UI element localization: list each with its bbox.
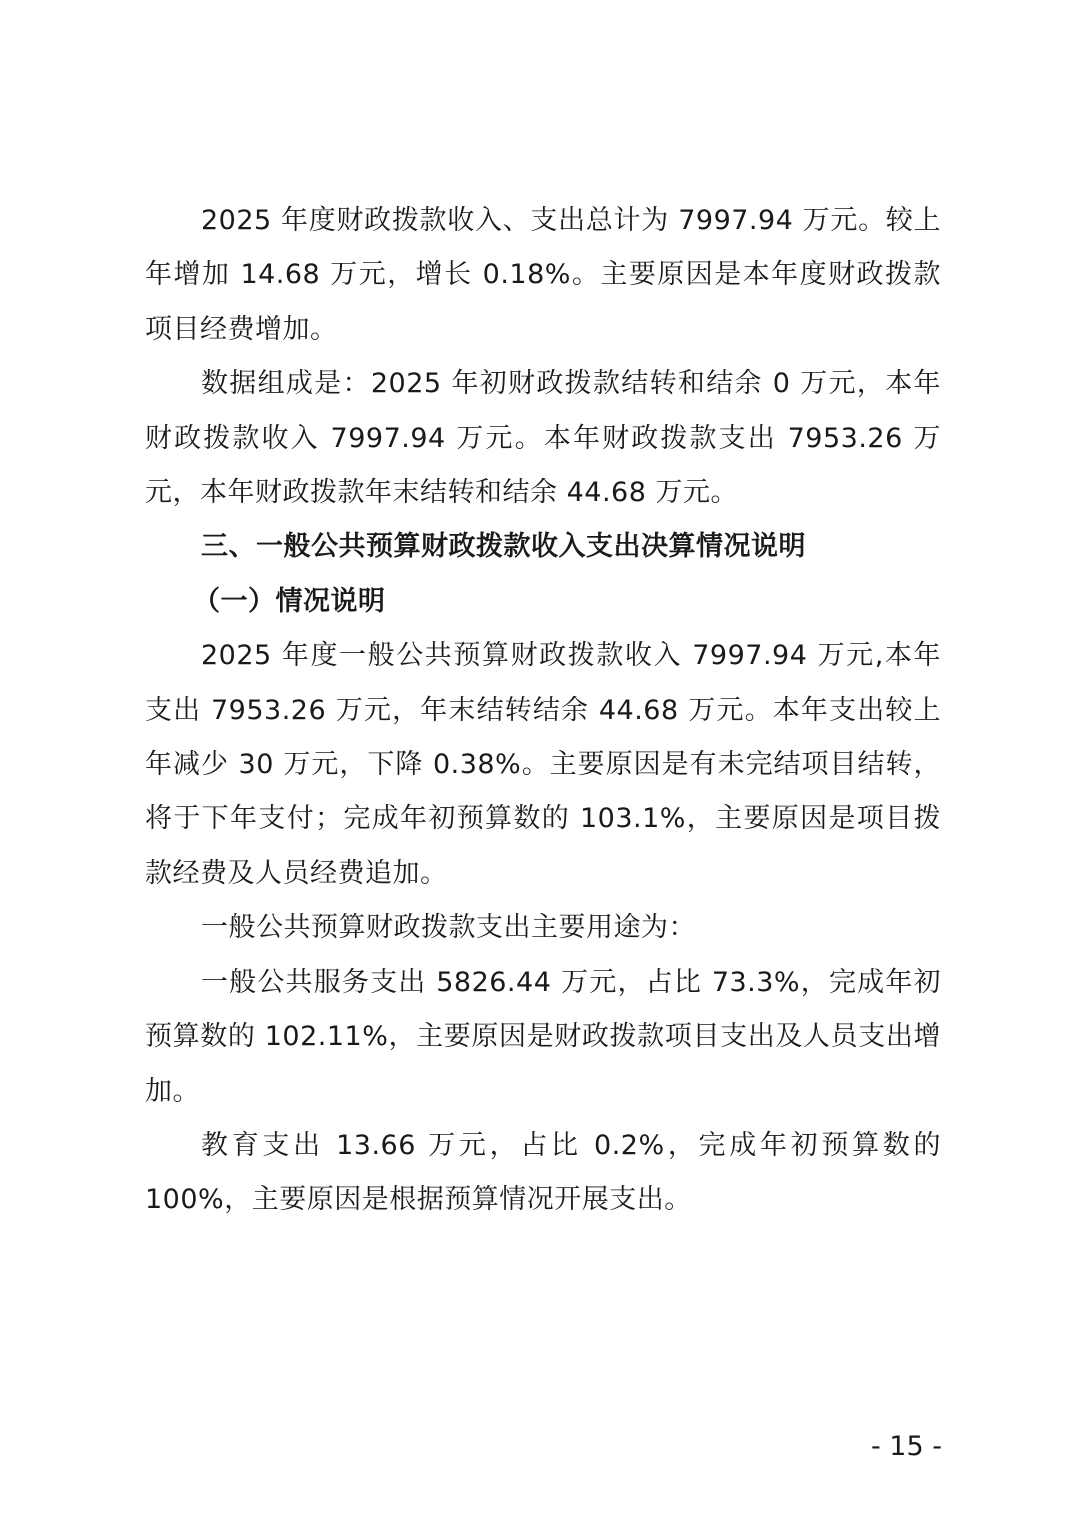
page-number: - 15 - (870, 1431, 942, 1462)
paragraph-education: 教育支出 13.66 万元，占比 0.2%，完成年初预算数的100%，主要原因是根据预算情况开展支出。 (145, 1129, 941, 1216)
paragraph-total-funding: 2025 年度财政拨款收入、支出总计为 7997.94 万元。较上年增加 14.68 万元，增长 0.18%。主要原因是本年度财政拨款项目经费增加。 (145, 205, 941, 345)
paragraph-main-uses-intro: 一般公共预算财政拨款支出主要用途为： (201, 912, 696, 944)
section-heading: 三、一般公共预算财政拨款收入支出决算情况说明 (201, 531, 806, 563)
sub-heading: （一）情况说明 (193, 585, 386, 617)
paragraph-public-services: 一般公共服务支出 5826.44 万元，占比 73.3%，完成年初预算数的 102.11%，主要原因是财政拨款项目支出及人员支出增加。 (145, 966, 941, 1107)
document-body (145, 194, 941, 1228)
paragraph-general-budget: 2025 年度一般公共预算财政拨款收入 7997.94 万元,本年支出 7953.26 万元，年末结转结余 44.68 万元。本年支出较上年减少 30 万元，下降 0.38%。主要原因是有未完结项目结转，将于下年支付；完成年初预算数的 103.1%，主要原因是项目拨款经费及人员经费追加。 (145, 640, 941, 889)
paragraph-data-composition: 数据组成是：2025 年初财政拨款结转和结余 0 万元，本年财政拨款收入 7997.94 万元。本年财政拨款支出 7953.26 万元，本年财政拨款年末结转和结余 44.68 万元。 (145, 368, 941, 509)
